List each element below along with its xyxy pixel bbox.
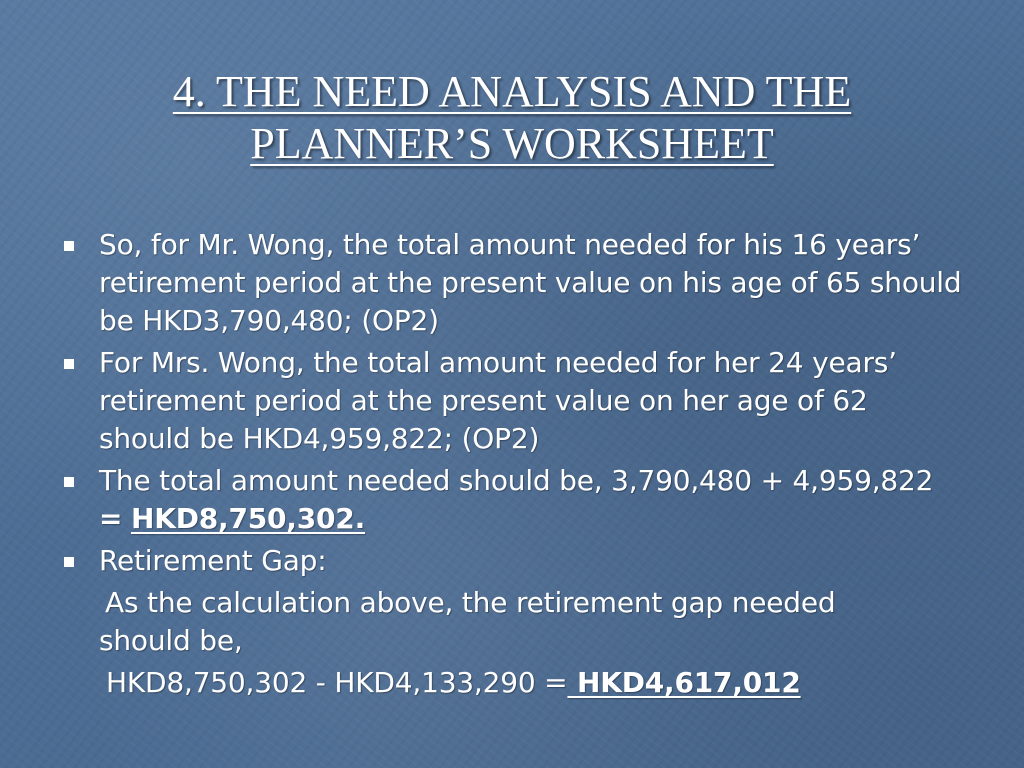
bullet-item-total xyxy=(62,462,962,538)
square-bullet-icon xyxy=(64,557,74,567)
gap-result: HKD4,617,012 xyxy=(567,666,801,699)
slide-body xyxy=(62,226,962,706)
bullet-item-mr-wong xyxy=(62,226,962,340)
gap-calculation xyxy=(62,664,962,702)
bullet-text: For Mrs. Wong, the total amount needed for her 24 years’ retirement period at the present value on her age of 62 should be HKD4,959,822; (OP2) xyxy=(99,346,897,455)
title-line-1: 4. THE NEED ANALYSIS AND THE xyxy=(172,67,852,116)
square-bullet-icon xyxy=(64,241,74,251)
equals-sign: = xyxy=(99,502,123,535)
gap-explanation xyxy=(62,584,962,660)
slide-title xyxy=(60,66,964,170)
square-bullet-icon xyxy=(64,359,74,369)
bullet-item-retirement-gap xyxy=(62,542,962,580)
total-amount: HKD8,750,302. xyxy=(130,502,366,535)
square-bullet-icon xyxy=(64,477,74,487)
gap-explanation-line-2: should be, xyxy=(99,624,243,657)
bullet-text: So, for Mr. Wong, the total amount needed for his 16 years’ retirement period at the present value on his age of 65 should be HKD3,790,480; (OP2) xyxy=(99,228,962,337)
bullet-item-mrs-wong xyxy=(62,344,962,458)
title-line-2: PLANNER’S WORKSHEET xyxy=(250,119,774,168)
gap-explanation-line-1: As the calculation above, the retirement gap needed xyxy=(105,586,836,619)
bullet-text: Retirement Gap: xyxy=(99,544,327,577)
bullet-text: The total amount needed should be, 3,790,480 + 4,959,822 xyxy=(99,464,934,497)
gap-formula: HKD8,750,302 - HKD4,133,290 = xyxy=(106,666,568,699)
